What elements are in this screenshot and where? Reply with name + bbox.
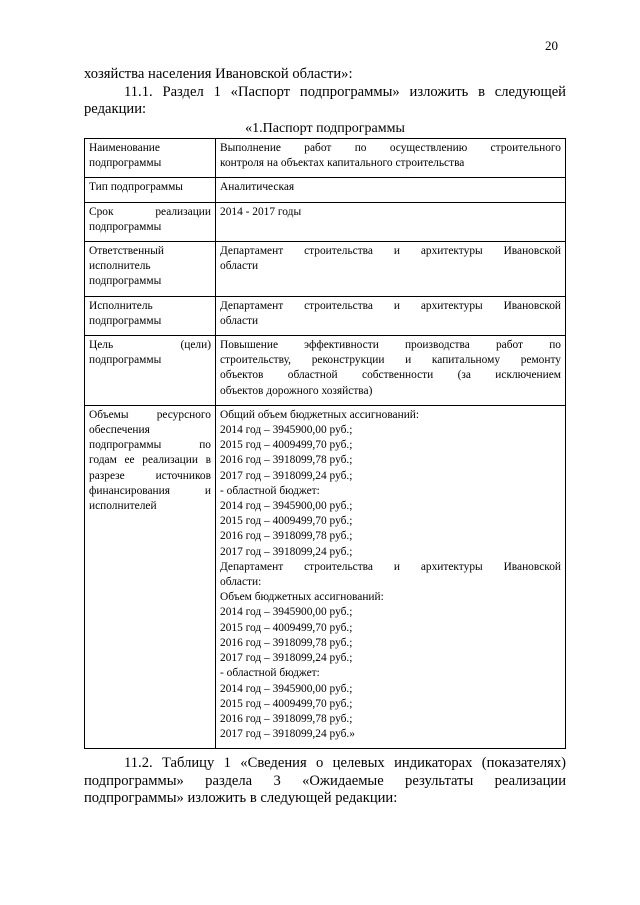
section-11-1-line: редакции: <box>84 101 147 117</box>
passport-row-label <box>85 202 216 241</box>
value-line: 2017 год – 3918099,24 руб.; <box>220 469 353 482</box>
passport-row-label <box>85 139 216 178</box>
passport-row-value <box>216 202 566 241</box>
passport-table <box>84 138 566 749</box>
section-11-2-line: 11.2. Таблицу 1 «Сведения о целевых индикаторах (показателях) <box>124 755 566 771</box>
passport-row-value <box>216 336 566 406</box>
label-line: подпрограммы <box>89 157 162 170</box>
value-line: объектов дорожного хозяйства) <box>220 384 373 397</box>
label-line: Исполнитель <box>89 299 153 312</box>
value-line: 2015 год – 4009499,70 руб.; <box>220 621 353 634</box>
label-line: годам ее реализации в <box>89 454 211 467</box>
value-line: Департамент строительства и архитектуры Ивановской <box>220 245 561 258</box>
value-line: Департамент строительства и архитектуры Ивановской <box>220 560 561 573</box>
value-line: 2014 год – 3945900,00 руб.; <box>220 682 353 695</box>
label-line: Срок реализации <box>89 205 211 218</box>
label-line: подпрограммы <box>89 314 162 327</box>
passport-row-label <box>85 178 216 202</box>
label-line: подпрограммы <box>89 275 162 288</box>
label-line: разрезе источников <box>89 469 211 482</box>
value-line: 2014 - 2017 годы <box>220 205 302 218</box>
value-line: 2016 год – 3918099,78 руб.; <box>220 636 353 649</box>
value-line: 2017 год – 3918099,24 руб.; <box>220 652 353 665</box>
value-line: - областной бюджет: <box>220 667 320 680</box>
passport-row-value <box>216 405 566 748</box>
value-line: Департамент строительства и архитектуры Ивановской <box>220 299 561 312</box>
passport-row <box>85 336 566 406</box>
label-line: исполнитель <box>89 260 151 273</box>
label-line: подпрограммы по <box>89 439 211 452</box>
value-line: 2017 год – 3918099,24 руб.; <box>220 545 353 558</box>
label-line: Наименование <box>89 142 160 154</box>
label-line: исполнителей <box>89 500 157 513</box>
value-line: контроля на объектах капитального строительства <box>220 157 465 170</box>
value-line: 2015 год – 4009499,70 руб.; <box>220 515 353 528</box>
value-line: 2014 год – 3945900,00 руб.; <box>220 424 353 437</box>
passport-row-label <box>85 336 216 406</box>
section-11-1-line: 11.1. Раздел 1 «Паспорт подпрограммы» изложить в следующей <box>124 83 566 100</box>
value-line: Аналитическая <box>220 181 295 194</box>
value-line: строительству, реконструкции и капитальному ремонту <box>220 354 561 367</box>
label-line: Ответственный <box>89 245 165 258</box>
passport-row <box>85 242 566 297</box>
passport-row <box>85 139 566 178</box>
section-11-2-paragraph <box>84 755 566 808</box>
value-line: 2016 год – 3918099,78 руб.; <box>220 530 353 543</box>
passport-row-label <box>85 296 216 335</box>
passport-row-value <box>216 242 566 297</box>
passport-row-value <box>216 139 566 178</box>
passport-row <box>85 178 566 202</box>
value-line: 2017 год – 3918099,24 руб.» <box>220 728 355 741</box>
label-line: обеспечения <box>89 424 150 437</box>
value-line: 2015 год – 4009499,70 руб.; <box>220 439 353 452</box>
passport-row-label <box>85 242 216 297</box>
value-line: 2014 год – 3945900,00 руб.; <box>220 500 353 513</box>
intro-paragraph <box>84 66 566 119</box>
label-line: Объемы ресурсного <box>89 408 211 421</box>
value-line: объектов областной собственности (за исключением <box>220 369 561 382</box>
passport-row <box>85 202 566 241</box>
label-line: Цель (цели) <box>89 339 211 352</box>
passport-row-label <box>85 405 216 748</box>
passport-row <box>85 405 566 748</box>
passport-row-value <box>216 178 566 202</box>
section-11-2-line: подпрограммы» изложить в следующей редакции: <box>84 790 398 806</box>
passport-row-value <box>216 296 566 335</box>
value-line: Повышение эффективности производства работ по <box>220 339 561 352</box>
value-line: Объем бюджетных ассигнований: <box>220 591 384 604</box>
value-line: 2014 год – 3945900,00 руб.; <box>220 606 353 619</box>
label-line: подпрограммы <box>89 220 162 233</box>
value-line: 2015 год – 4009499,70 руб.; <box>220 697 353 710</box>
page-number: 20 <box>545 38 558 53</box>
value-line: Общий объем бюджетных ассигнований: <box>220 408 420 421</box>
passport-title: «1.Паспорт подпрограммы <box>245 121 405 136</box>
value-line: области <box>220 260 259 273</box>
label-line: подпрограммы <box>89 354 162 367</box>
value-line: 2016 год – 3918099,78 руб.; <box>220 712 353 725</box>
value-line: 2016 год – 3918099,78 руб.; <box>220 454 353 467</box>
label-line: Тип подпрограммы <box>89 181 183 194</box>
label-line: финансирования и <box>89 484 211 497</box>
section-11-2-line: подпрограммы» раздела 3 «Ожидаемые результаты реализации <box>84 772 566 789</box>
value-line: Выполнение работ по осуществлению строительного <box>220 142 561 154</box>
passport-row <box>85 296 566 335</box>
intro-line: хозяйства населения Ивановской области»: <box>84 66 353 82</box>
value-line: - областной бюджет: <box>220 484 320 497</box>
value-line: области: <box>220 576 262 589</box>
value-line: области <box>220 314 259 327</box>
